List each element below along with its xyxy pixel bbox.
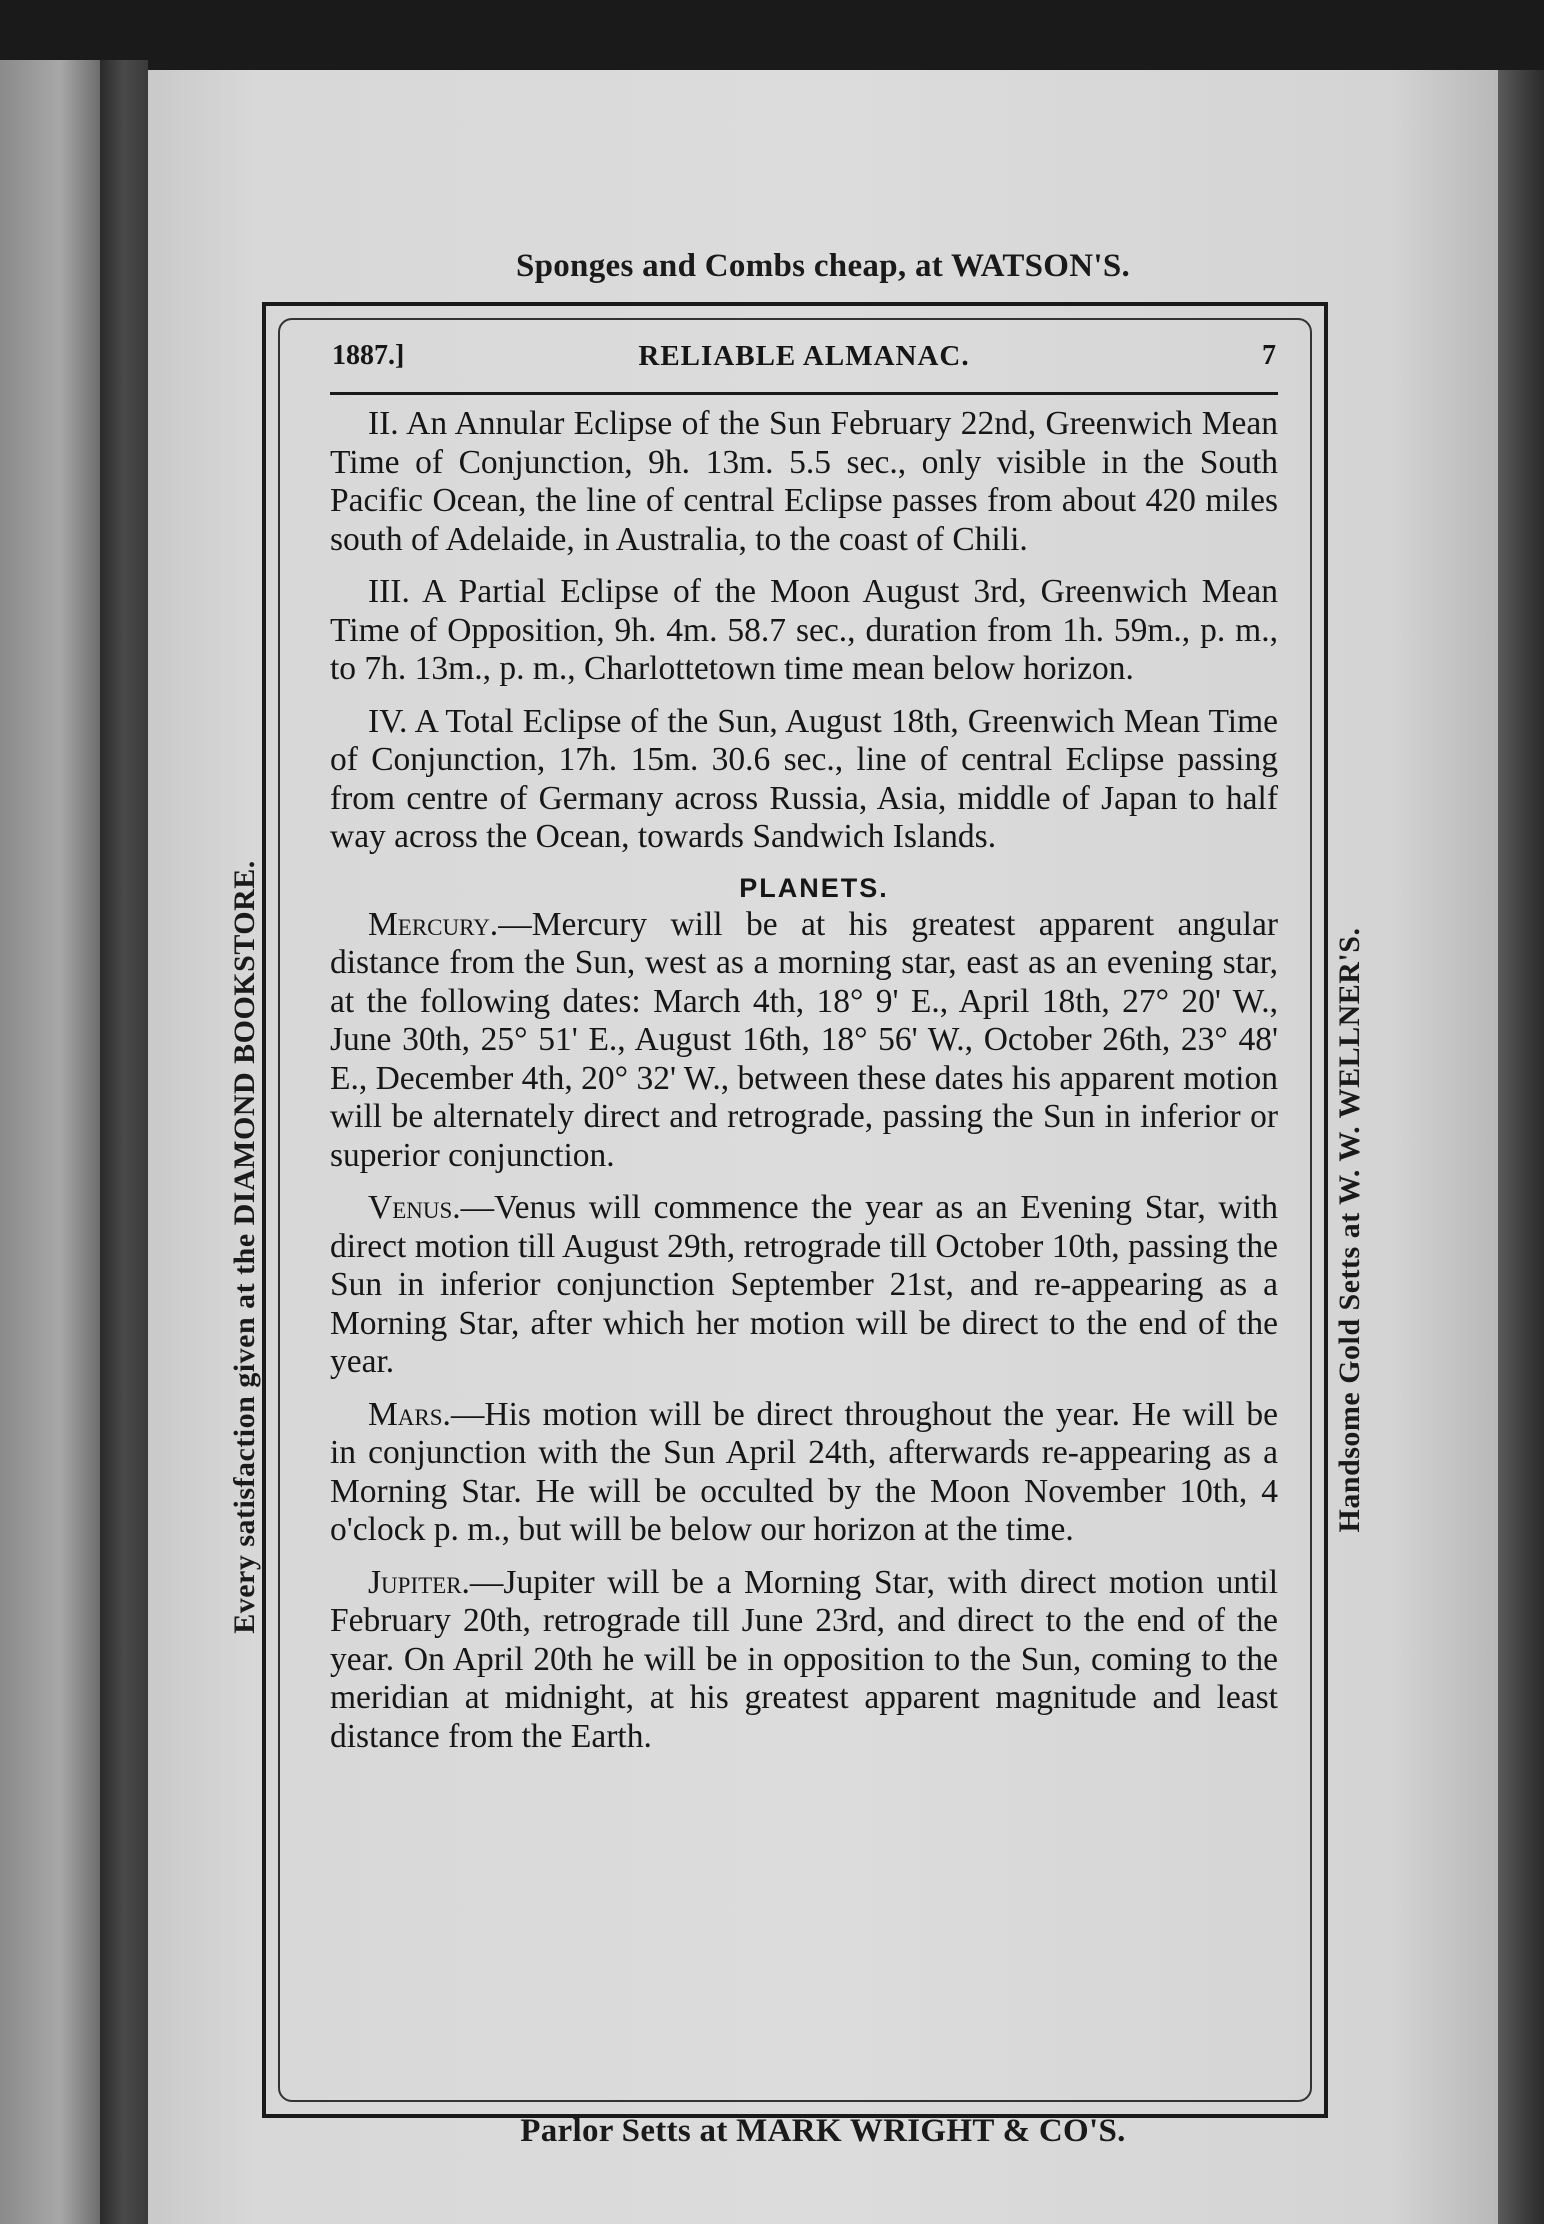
planet-text: —Jupiter will be a Morning Star, with direct motion until February 20th, retrograde till June 23rd, and direct to the end of the year. On April 20th he will be in opposition to the Sun, coming to the meridian at midnight, at his greatest apparent magnitude and least distance from the Earth. <box>330 1563 1278 1755</box>
bottom-advertisement: Parlor Setts at MARK WRIGHT & CO'S. <box>520 2113 1126 2149</box>
planet-text: —His motion will be direct throughout the year. He will be in conjunction with the Sun April 24th, afterwards re-appearing as a Morning Star. He will be occulted by the Moon November 10th, 4 o'clock p. m., but will be below our horizon at the time. <box>330 1395 1278 1548</box>
planets-heading: PLANETS. <box>739 872 889 903</box>
book-spine <box>100 60 148 2224</box>
eclipse-paragraph-3: III. A Partial Eclipse of the Moon August 3rd, Greenwich Mean Time of Opposition, 9h. 4m. 58.7 sec., duration from 1h. 59m., p. m., to 7h. 13m., p. m., Charlottetown time mean below horizon. <box>330 573 1278 687</box>
planet-paragraph-mercury <box>330 906 1278 1176</box>
running-header <box>330 336 1278 395</box>
planet-text: —Venus will commence the year as an Evening Star, with direct motion till August 29th, retrograde till October 10th, passing the Sun in inferior conjunction September 21st, and re-appearing as a Morning Star, after which her motion will be direct to the end of the year. <box>330 1189 1278 1380</box>
planet-name: Mercury. <box>368 905 499 943</box>
page-content <box>330 336 1278 1756</box>
planet-name: Venus. <box>368 1189 461 1226</box>
planet-paragraph-venus <box>330 1189 1278 1382</box>
planet-paragraph-mars <box>330 1396 1278 1550</box>
planet-name: Jupiter. <box>368 1563 470 1601</box>
page-right-edge <box>1498 70 1544 2224</box>
eclipse-paragraph-2: II. An Annular Eclipse of the Sun February 22nd, Greenwich Mean Time of Conjunction, 9h. 13m. 5.5 sec., only visible in the South Pacific Ocean, the line of central Eclipse passes from about 420 miles south of Adelaide, in Australia, to the coast of Chili. <box>330 405 1278 558</box>
planet-paragraph-jupiter <box>330 1564 1278 1757</box>
planet-name: Mars. <box>368 1395 451 1433</box>
planet-text: —Mercury will be at his greatest apparent angular distance from the Sun, west as a morning star, east as an evening star, at the following dates: March 4th, 18° 9' E., April 18th, 27° 20' W., June 30th, 25° 51' E., August 16th, 18° 56' W., October 26th, 23° 48' E., December 4th, 20° 32' W., between these dates his apparent motion will be alternately direct and retrograde, passing the Sun in inferior or superior conjunction. <box>330 905 1278 1174</box>
right-advertisement: Handsome Gold Setts at W. W. WELLNER'S. <box>1333 927 1366 1533</box>
left-advertisement: Every satisfaction given at the DIAMOND BOOKSTORE. <box>228 860 261 1634</box>
header-title: RELIABLE ALMANAC. <box>638 340 970 372</box>
adjacent-page-edge <box>0 60 100 2224</box>
top-advertisement: Sponges and Combs cheap, at WATSON'S. <box>515 248 1131 284</box>
page-number: 7 <box>1262 340 1276 371</box>
eclipse-paragraph-4: IV. A Total Eclipse of the Sun, August 18th, Greenwich Mean Time of Conjunction, 17h. 15m. 30.6 sec., line of central Eclipse passing from centre of Germany across Russia, Asia, middle of Japan to half way across the Ocean, towards Sandwich Islands. <box>330 702 1278 855</box>
header-year: 1887.] <box>332 340 405 371</box>
